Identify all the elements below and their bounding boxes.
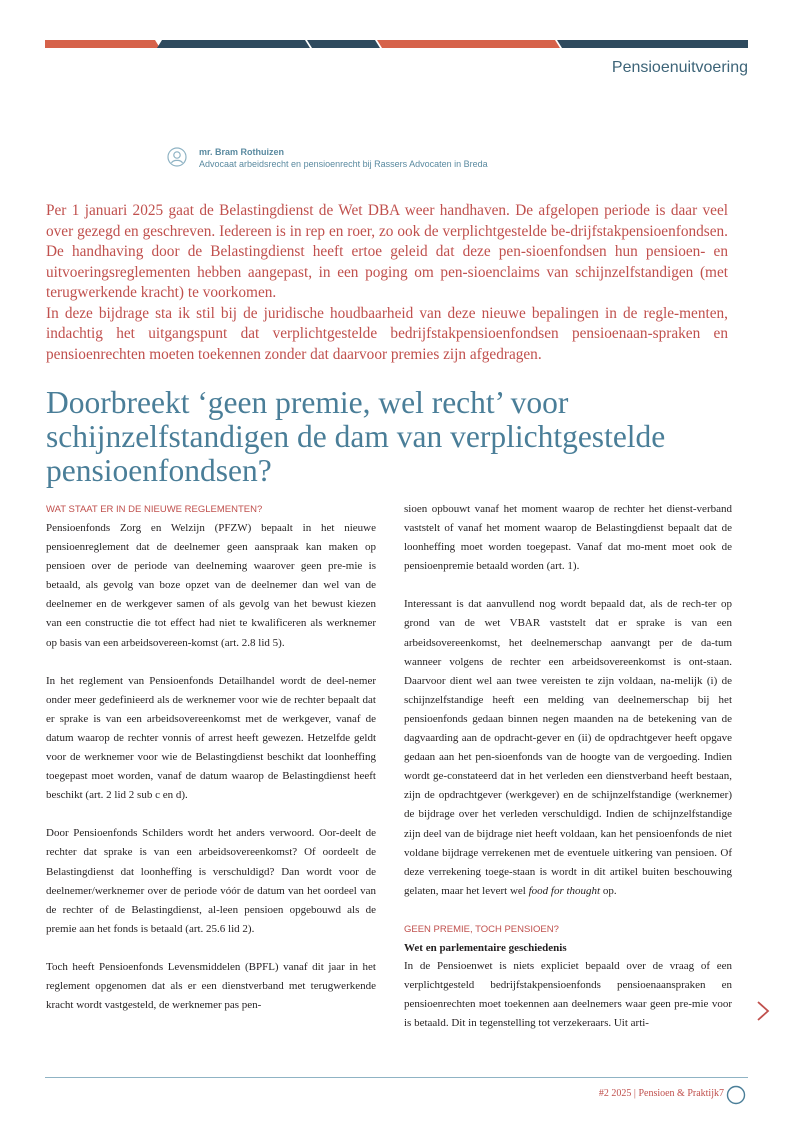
footer-separator: | xyxy=(631,1088,639,1099)
body-paragraph: In de Pensioenwet is niets expliciet bepaald over de vraag of een verplichtgesteld bedrijfstakpensioenfonds pensioenaanspraken en pensioenrechten moet toekennen aan deelnemers waar geen pre-mie voor is betaald. Dit in tegenstelling tot verzekeraars. Uit arti- xyxy=(404,959,732,1030)
body-paragraph: Pensioenfonds Zorg en Welzijn (PFZW) bepaalt in het nieuwe pensioenreglement dat de deelnemer geen aanspraak kan maken op pensioen over de periode van deelneming waarover geen pre-mie is betaald, als gevolg van boze opzet van de deelnemer dan wel van de deelnemer en de werkgever samen of als gevolg van het bewust kiezen van een constructie die tot effect had niet te kwalificeren als werknemer op basis van een arbeidsovereen-komst (art. 2.8 lid 5). xyxy=(46,522,376,649)
publication-name: Pensioen & Praktijk xyxy=(638,1088,719,1099)
circle-icon xyxy=(726,1085,746,1105)
header-stripe xyxy=(45,40,748,48)
body-paragraph: Door Pensioenfonds Schilders wordt het anders verwoord. Oor-deelt de rechter dat sprake is van een arbeidsovereenkomst? Of oordeelt de Belastingdienst dat loonheffing is verschuldigd? Dan wordt voor de deelnemer/werknemer over de periode vóór de datum van het oordeel van de rechter of de Belastingdienst, al-leen pensioen opgebouwd als de premie aan het fonds is betaald (art. 25.6 lid 2). xyxy=(46,827,376,935)
left-column xyxy=(46,500,376,1015)
body-text: op. xyxy=(602,884,617,897)
author-role: Advocaat arbeidsrecht en pensioenrecht bij Rassers Advocaten in Breda xyxy=(199,159,488,169)
lead-paragraph: Per 1 januari 2025 gaat de Belastingdienst de Wet DBA weer handhaven. De afgelopen periode is daar veel over gezegd en geschreven. Iedereen is in rep en roer, zo ook de verplichtgestelde be-drijfstakpensioenfondsen. De handhaving door de Belastingdienst heeft ertoe geleid dat deze pen-sioenfondsen hun pensioen- en uitvoeringsreglementen hebben aangepast, in een poging om pen-sioenclaims van schijnzelfstandigen (met terugwerkende kracht) te voorkomen. xyxy=(46,202,728,301)
section-heading: GEEN PREMIE, TOCH PENSIOEN? xyxy=(404,923,559,935)
author-name: mr. Bram Rothuizen xyxy=(199,147,285,157)
subheading: Wet en parlementaire geschiedenis xyxy=(404,941,567,954)
body-paragraph: sioen opbouwt vanaf het moment waarop de rechter het dienst-verband vaststelt of vanaf het moment waarop de Belastingdienst bepaalt dat de loonheffing moet worden toegepast. Vanaf dat mo-ment moet ook de pensioenpremie betaald worden (art. 1). xyxy=(404,503,732,573)
right-column xyxy=(404,500,732,1033)
article-headline: Doorbreekt ‘geen premie, wel recht’ voor schijnzelfstandigen de dam van verplichtgestelde pensioenfondsen? xyxy=(46,385,666,488)
emphasis-text: food for thought xyxy=(528,884,601,897)
issue-number: #2 2025 xyxy=(598,1088,632,1099)
lead-paragraph: In deze bijdrage sta ik stil bij de juridische houdbaarheid van deze nieuwe bepalingen in de regle-menten, indachtig het uitgangspunt dat verplichtgestelde bedrijfstakpensioenfondsen pensioenaan-spraken en pensioenrechten moeten toekennen zonder dat daarvoor premies zijn afgedragen. xyxy=(46,304,728,363)
lead-intro xyxy=(46,201,728,365)
body-paragraph: In het reglement van Pensioenfonds Detailhandel wordt de deel-nemer onder meer gedefinieerd als de werknemer voor wie de rechter bepaalt dat er sprake is van een arbeidsovereenkomst met de werkgever, vanaf de datum waarop de rechter vonnis of arrest heeft gewezen. Hetzelfde geldt voor de werknemer voor wie de Belastingdienst beschikt dat loonheffing toegepast moet worden, vanaf de datum waarop de Belastingdienst heeft beschikt (art. 2 lid 2 sub c en d). xyxy=(46,674,376,802)
body-paragraph xyxy=(404,595,732,901)
body-text: Interessant is dat aanvullend nog wordt bepaald dat, als de rech-ter op grond van de wet VBAR vaststelt dat er sprake is van een arbeidsovereenkomst, het deelnemerschap aanvangt per de da-tum wanneer volgens de rechter een arbeidsovereenkomst is ont-staan. Daarvoor dient wel aan twee vereisten te zijn voldaan, na-melijk (i) de schijnzelfstandige heeft een melding van deelnemerschap bij het pensioenfonds gedaan binnen negen maanden na de betekening van de dagvaarding aan de opdracht-gever en (ii) de opdrachtgever heeft opgave gedaan aan het pen-sioenfonds van de hoogte van de vergoeding. Indien wordt ge-constateerd dat in het verleden een dienstverband heeft bestaan, zijn de opdrachtgever (werkgever) en de schijnzelfstandige (werknemer) de bijdrage over het verleden verschuldigd. Indien de schijnzelfstandige zijn deel van de bijdrage niet heeft voldaan, kan het pensioenfonds de niet voldane bijdrage verrekenen met de eventuele uitkering van pensioen. Of deze verrekening toege-staan is wordt in dit artikel buiten beschouwing gelaten, maar het levert wel xyxy=(404,598,732,897)
body-paragraph: Toch heeft Pensioenfonds Levensmiddelen (BPFL) vanaf dit jaar in het reglement opgenomen dat als er een dienstverband met terugwerkende kracht wordt vastgesteld, de werknemer pas pen- xyxy=(46,960,376,1012)
section-heading: WAT STAAT ER IN DE NIEUWE REGLEMENTEN? xyxy=(46,504,263,515)
footer xyxy=(599,1088,724,1099)
section-label: Pensioenuitvoering xyxy=(611,59,748,76)
chevron-right-icon[interactable] xyxy=(756,1000,770,1022)
footer-divider xyxy=(45,1077,748,1078)
page-number: 7 xyxy=(719,1088,724,1099)
user-icon xyxy=(167,147,187,167)
